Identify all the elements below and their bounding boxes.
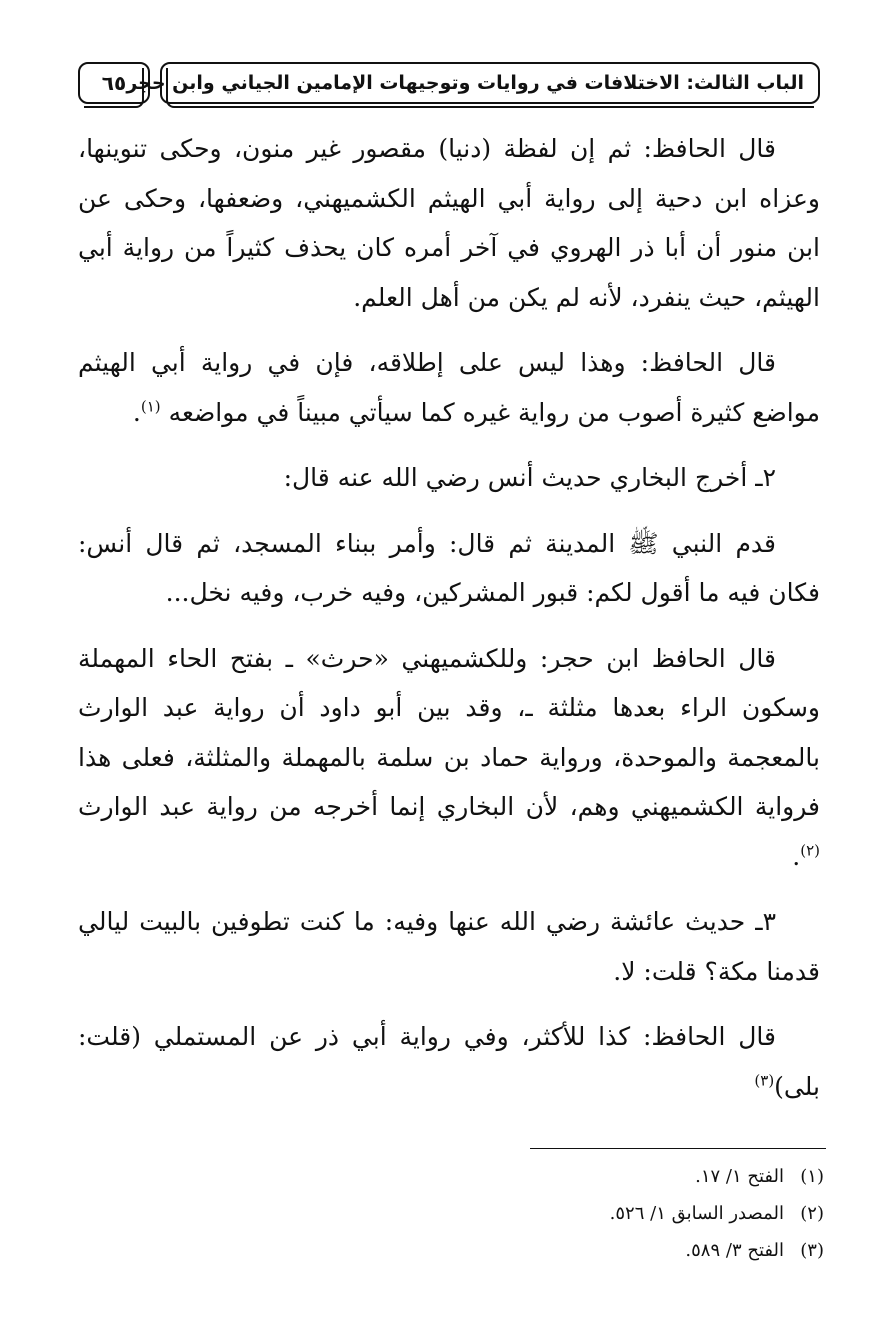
page-number-frame (78, 62, 150, 104)
paragraph-7: قال الحافظ: كذا للأكثر، وفي رواية أبي ذر عن المستملي (قلت: بلى)$^{(٣)}$ (78, 1022, 820, 1101)
main-text (78, 124, 820, 1127)
chapter-title-frame (126, 62, 820, 104)
footnote-marker: (١) (140, 397, 161, 416)
footnote-item (78, 1158, 824, 1195)
footnote-item (78, 1232, 824, 1269)
paragraph-2: قال الحافظ: وهذا ليس على إطلاقه، فإن في رواية أبي الهيثم مواضع كثيرة أصوب من رواية غيره كما سيأتي مبيناً في مواضعه $^{(١)}$. (78, 348, 820, 427)
footnote-divider (530, 1148, 826, 1149)
paragraph-4: قدم النبي ﷺ المدينة ثم قال: وأمر ببناء المسجد، ثم قال أنس: فكان فيه ما أقول لكم: قبور المشركين، وفيه خرب، وفيه نخل... (78, 528, 820, 607)
paragraph-6: ٣ـ حديث عائشة رضي الله عنها وفيه: ما كنت تطوفين بالبيت ليالي قدمنا مكة؟ قلت: لا. (78, 907, 820, 986)
footnote-text: المصدر السابق ١/ ٥٢٦. (609, 1203, 784, 1224)
footnote-marker: (٣) (754, 1071, 775, 1090)
running-header (78, 62, 820, 108)
footnote-number: (٣) (800, 1240, 824, 1261)
page-number: ٦٥ (101, 71, 127, 95)
paragraph-3: ٢ـ أخرج البخاري حديث أنس رضي الله عنه قال: (283, 463, 776, 492)
footnote-number: (١) (800, 1166, 824, 1187)
footnote-text: الفتح ١/ ١٧. (695, 1166, 784, 1187)
paragraph-1: قال الحافظ: ثم إن لفظة (دنيا) مقصور غير منون، وحكى تنوينها، وعزاه ابن دحية إلى رواية أبي الهيثم الكشميهني، وضعفها، وحكى عن ابن منور أن أبا ذر الهروي في آخر أمره كان يحذف كثيراً من رواية أبي الهيثم، حيث ينفرد، لأنه لم يكن من أهل العلم. (78, 134, 820, 312)
paragraph-5: قال الحافظ ابن حجر: وللكشميهني «حرث» ـ بفتح الحاء المهملة وسكون الراء بعدها مثلثة ـ، وقد بين أبو داود أن رواية عبد الوارث بالمعجمة والموحدة، ورواية حماد بن سلمة بالمهملة والمثلثة، فعلى هذا فرواية الكشميهني وهم، لأن البخاري إنما أخرجه من رواية عبد الوارث $^{(٢)}$. (78, 643, 820, 871)
footnotes (78, 1158, 824, 1269)
chapter-title: الباب الثالث: الاختلافات في روايات وتوجيهات الإمامين الجياني وابن حجر (126, 72, 804, 94)
footnote-item (78, 1195, 824, 1232)
footnote-number: (٢) (800, 1203, 824, 1224)
footnote-marker: (٢) (800, 841, 820, 860)
footnote-text: الفتح ٣/ ٥٨٩. (685, 1240, 784, 1261)
